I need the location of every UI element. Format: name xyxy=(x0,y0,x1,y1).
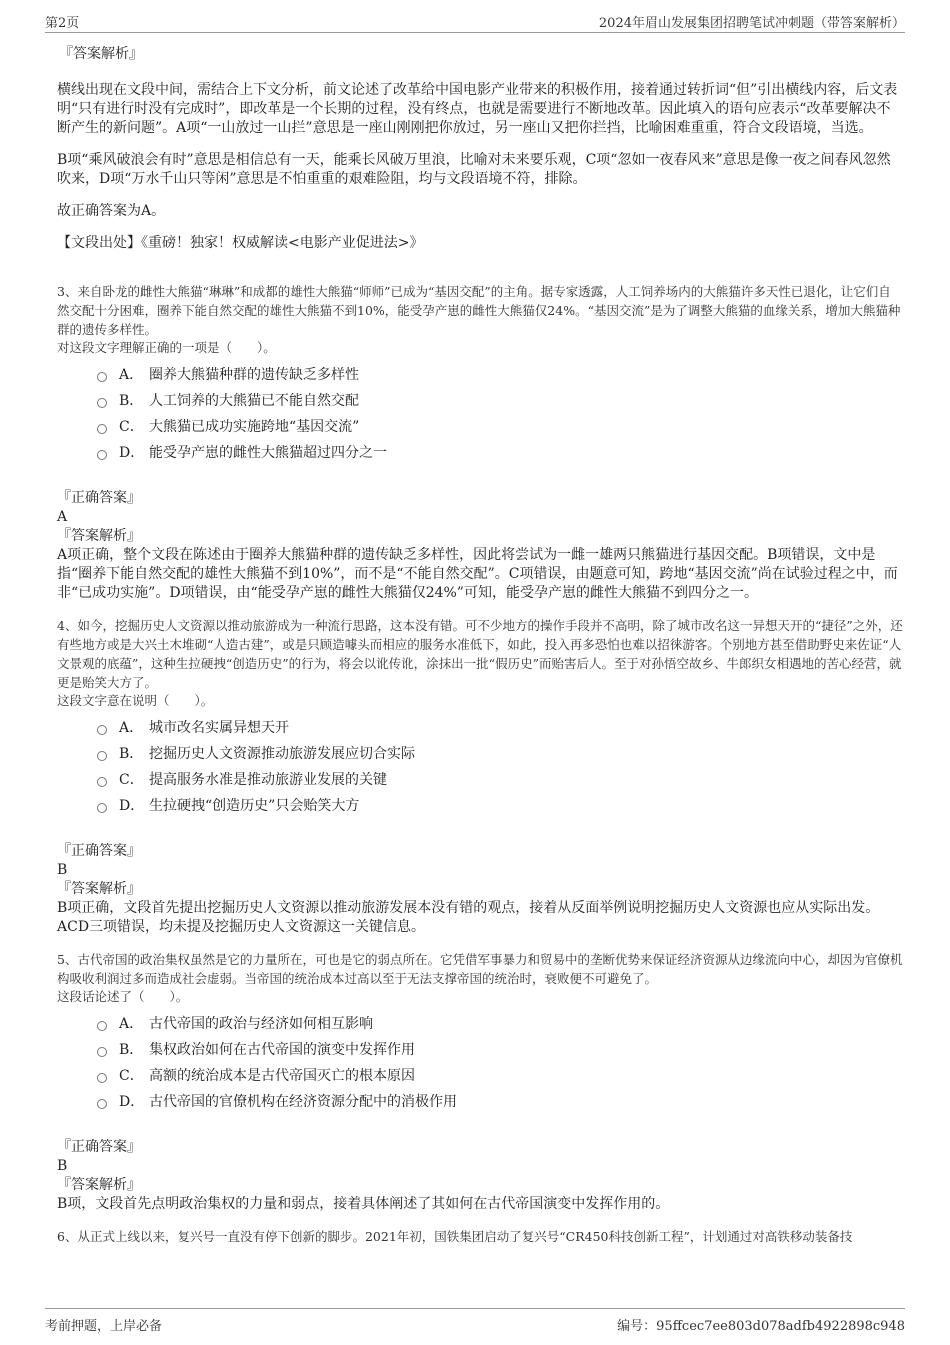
analysis-text: B项正确，文段首先提出挖掘历史人文资源以推动旅游发展本没有错的观点，接着从反面举例说明挖掘历史人文资源也应从实际出发。ACD三项错误，均未提及挖掘历史人文资源这一关键信息。 xyxy=(57,900,880,935)
source-citation: 【文段出处】《重磅！独家！权威解读<电影产业促进法>》 xyxy=(57,235,424,251)
options-list xyxy=(97,715,903,819)
radio-button[interactable] xyxy=(97,803,107,813)
option-letter: A． xyxy=(119,720,144,736)
option-text: 挖掘历史人文资源推动旅游发展应切合实际 xyxy=(149,746,415,762)
analysis-label: 『答案解析』 xyxy=(57,1177,141,1193)
option-d[interactable] xyxy=(97,793,903,819)
question-prompt: 对这段文字理解正确的一项是（ ）。 xyxy=(57,340,276,355)
radio-button[interactable] xyxy=(97,450,107,460)
option-letter: C． xyxy=(119,772,144,788)
radio-button[interactable] xyxy=(97,1021,107,1031)
radio-button[interactable] xyxy=(97,1047,107,1057)
question-text: 5、古代帝国的政治集权虽然是它的力量所在，可也是它的弱点所在。它凭借军事暴力和贸易中的垄断优势来保证经济资源从边缘流向中心，却因为官僚机构吸收利润过多而造成社会虚弱。当帝国的统治成本过高以至于无法支撑帝国的统治时，衰败便不可避免了。 xyxy=(57,952,903,986)
option-text: 古代帝国的政治与经济如何相互影响 xyxy=(149,1016,373,1032)
options-list xyxy=(97,1011,903,1115)
footer-slogan: 考前押题，上岸必备 xyxy=(45,1319,163,1334)
option-c[interactable] xyxy=(97,1063,903,1089)
question-text: 4、如今，挖掘历史人文资源以推动旅游成为一种流行思路，这本没有错。可不少地方的操作手段并不高明，除了城市改名这一异想天开的“捷径”之外，还有些地方或是大兴土木堆砌“人造古建”，或是只顾造噱头而相应的服务水准低下，如此，投入再多恐怕也难以招徕游客。个别地方甚至借助野史来佐证“人文景观的底蕴”，这种生拉硬拽“创造历史”的行为，将会以讹传讹，涂抹出一批“假历史”而贻害后人。至于对孙悟空故乡、牛郎织女相遇地的苦心经营，就更是贻笑大方了。 xyxy=(57,618,903,690)
option-text: 古代帝国的官僚机构在经济资源分配中的消极作用 xyxy=(149,1094,457,1110)
option-letter: B． xyxy=(119,1042,144,1058)
radio-button[interactable] xyxy=(97,777,107,787)
question-prompt: 这段话论述了（ ）。 xyxy=(57,989,189,1004)
option-letter: A． xyxy=(119,1016,144,1032)
option-text: 城市改名实属异想天开 xyxy=(149,720,289,736)
analysis-text: A项正确，整个文段在陈述由于圈养大熊猫种群的遗传缺乏多样性，因此将尝试为一雌一雄两只熊猫进行基因交配。B项错误，文中是指“圈养下能自然交配的雄性大熊猫不到10%”，而不是“不能自然交配”。C项错误，由题意可知，跨地“基因交流”尚在试验过程之中，而非“已成功实施”。D项错误，由“能受孕产崽的雌性大熊猫仅24%”可知，能受孕产崽的雌性大熊猫不到四分之一。 xyxy=(57,547,898,601)
correct-answer-label: 『正确答案』 xyxy=(57,1139,141,1155)
option-letter: D． xyxy=(119,1094,145,1110)
correct-answer-label: 『正确答案』 xyxy=(57,843,141,859)
option-b[interactable] xyxy=(97,741,903,767)
option-text: 大熊猫已成功实施跨地“基因交流” xyxy=(149,419,360,435)
option-letter: C． xyxy=(119,1068,144,1084)
option-text: 人工饲养的大熊猫已不能自然交配 xyxy=(149,393,359,409)
radio-button[interactable] xyxy=(97,725,107,735)
radio-button[interactable] xyxy=(97,424,107,434)
analysis-paragraph: 横线出现在文段中间，需结合上下文分析，前文论述了改革给中国电影产业带来的积极作用，接着通过转折词“但”引出横线内容，后文表明“只有进行时没有完成时”，即改革是一个长期的过程，没有终点，也就是需要进行不断地改革。因此填入的语句应表示“改革要解决不断产生的新问题”。A项“一山放过一山拦”意思是一座山刚刚把你放过，另一座山又把你拦挡，比喻困难重重，符合文段语境，当选。 xyxy=(57,82,898,136)
correct-answer-label: 『正确答案』 xyxy=(57,490,141,506)
question-text: 6、从正式上线以来，复兴号一直没有停下创新的脚步。2021年初，国铁集团启动了复兴号“CR450科技创新工程”，计划通过对高铁移动装备技 xyxy=(57,1229,853,1244)
option-b[interactable] xyxy=(97,388,903,414)
radio-button[interactable] xyxy=(97,751,107,761)
option-letter: D． xyxy=(119,445,145,461)
page-content xyxy=(57,44,903,1246)
option-text: 高额的统治成本是古代帝国灭亡的根本原因 xyxy=(149,1068,415,1084)
radio-button[interactable] xyxy=(97,398,107,408)
analysis-text: B项，文段首先点明政治集权的力量和弱点，接着具体阐述了其如何在古代帝国演变中发挥作用的。 xyxy=(57,1196,670,1212)
option-text: 集权政治如何在古代帝国的演变中发挥作用 xyxy=(149,1042,415,1058)
radio-button[interactable] xyxy=(97,1073,107,1083)
analysis-label: 『答案解析』 xyxy=(59,46,143,62)
options-list xyxy=(97,362,903,466)
option-letter: B． xyxy=(119,746,144,762)
option-text: 能受孕产崽的雌性大熊猫超过四分之一 xyxy=(149,445,387,461)
analysis-paragraph: B项“乘风破浪会有时”意思是相信总有一天，能乘长风破万里浪，比喻对未来要乐观，C项“忽如一夜春风来”意思是像一夜之间春风忽然吹来，D项“万水千山只等闲”意思是不怕重重的艰难险阻，均与文段语境不符，排除。 xyxy=(57,152,891,187)
correct-answer: B xyxy=(57,1158,68,1174)
option-a[interactable] xyxy=(97,362,903,388)
correct-answer: A xyxy=(57,509,68,525)
option-d[interactable] xyxy=(97,440,903,466)
analysis-conclusion: 故正确答案为A。 xyxy=(57,203,166,219)
option-b[interactable] xyxy=(97,1037,903,1063)
question-block xyxy=(57,282,903,603)
option-c[interactable] xyxy=(97,414,903,440)
option-text: 生拉硬拽“创造历史”只会贻笑大方 xyxy=(149,798,360,814)
option-letter: D． xyxy=(119,798,145,814)
radio-button[interactable] xyxy=(97,372,107,382)
page-number: 第2页 xyxy=(45,16,80,31)
option-a[interactable] xyxy=(97,715,903,741)
option-letter: C． xyxy=(119,419,144,435)
question-text: 3、来自卧龙的雌性大熊猫“琳琳”和成都的雄性大熊猫“师师”已成为“基因交配”的主角。据专家透露，人工饲养场内的大熊猫许多天性已退化，让它们自然交配十分困难，圈养下能自然交配的雄性大熊猫不到10%，能受孕产崽的雌性大熊猫仅24%。“基因交流”是为了调整大熊猫的血缘关系，增加大熊猫种群的遗传多样性。 xyxy=(57,284,901,337)
option-text: 圈养大熊猫种群的遗传缺乏多样性 xyxy=(149,367,359,383)
option-d[interactable] xyxy=(97,1089,903,1115)
document-title: 2024年眉山发展集团招聘笔试冲刺题（带答案解析） xyxy=(598,16,905,31)
page-header xyxy=(45,12,905,33)
question-block xyxy=(57,616,903,937)
radio-button[interactable] xyxy=(97,1099,107,1109)
correct-answer: B xyxy=(57,862,68,878)
option-c[interactable] xyxy=(97,767,903,793)
option-a[interactable] xyxy=(97,1011,903,1037)
page-footer xyxy=(45,1308,905,1337)
option-letter: A． xyxy=(119,367,144,383)
analysis-label: 『答案解析』 xyxy=(57,528,141,544)
question-block xyxy=(57,950,903,1214)
analysis-label: 『答案解析』 xyxy=(57,881,141,897)
option-text: 提高服务水准是推动旅游业发展的关键 xyxy=(149,772,387,788)
document-id: 编号：95ffcec7ee803d078adfb4922898c948 xyxy=(617,1319,905,1334)
option-letter: B． xyxy=(119,393,144,409)
question-prompt: 这段文字意在说明（ ）。 xyxy=(57,693,214,708)
